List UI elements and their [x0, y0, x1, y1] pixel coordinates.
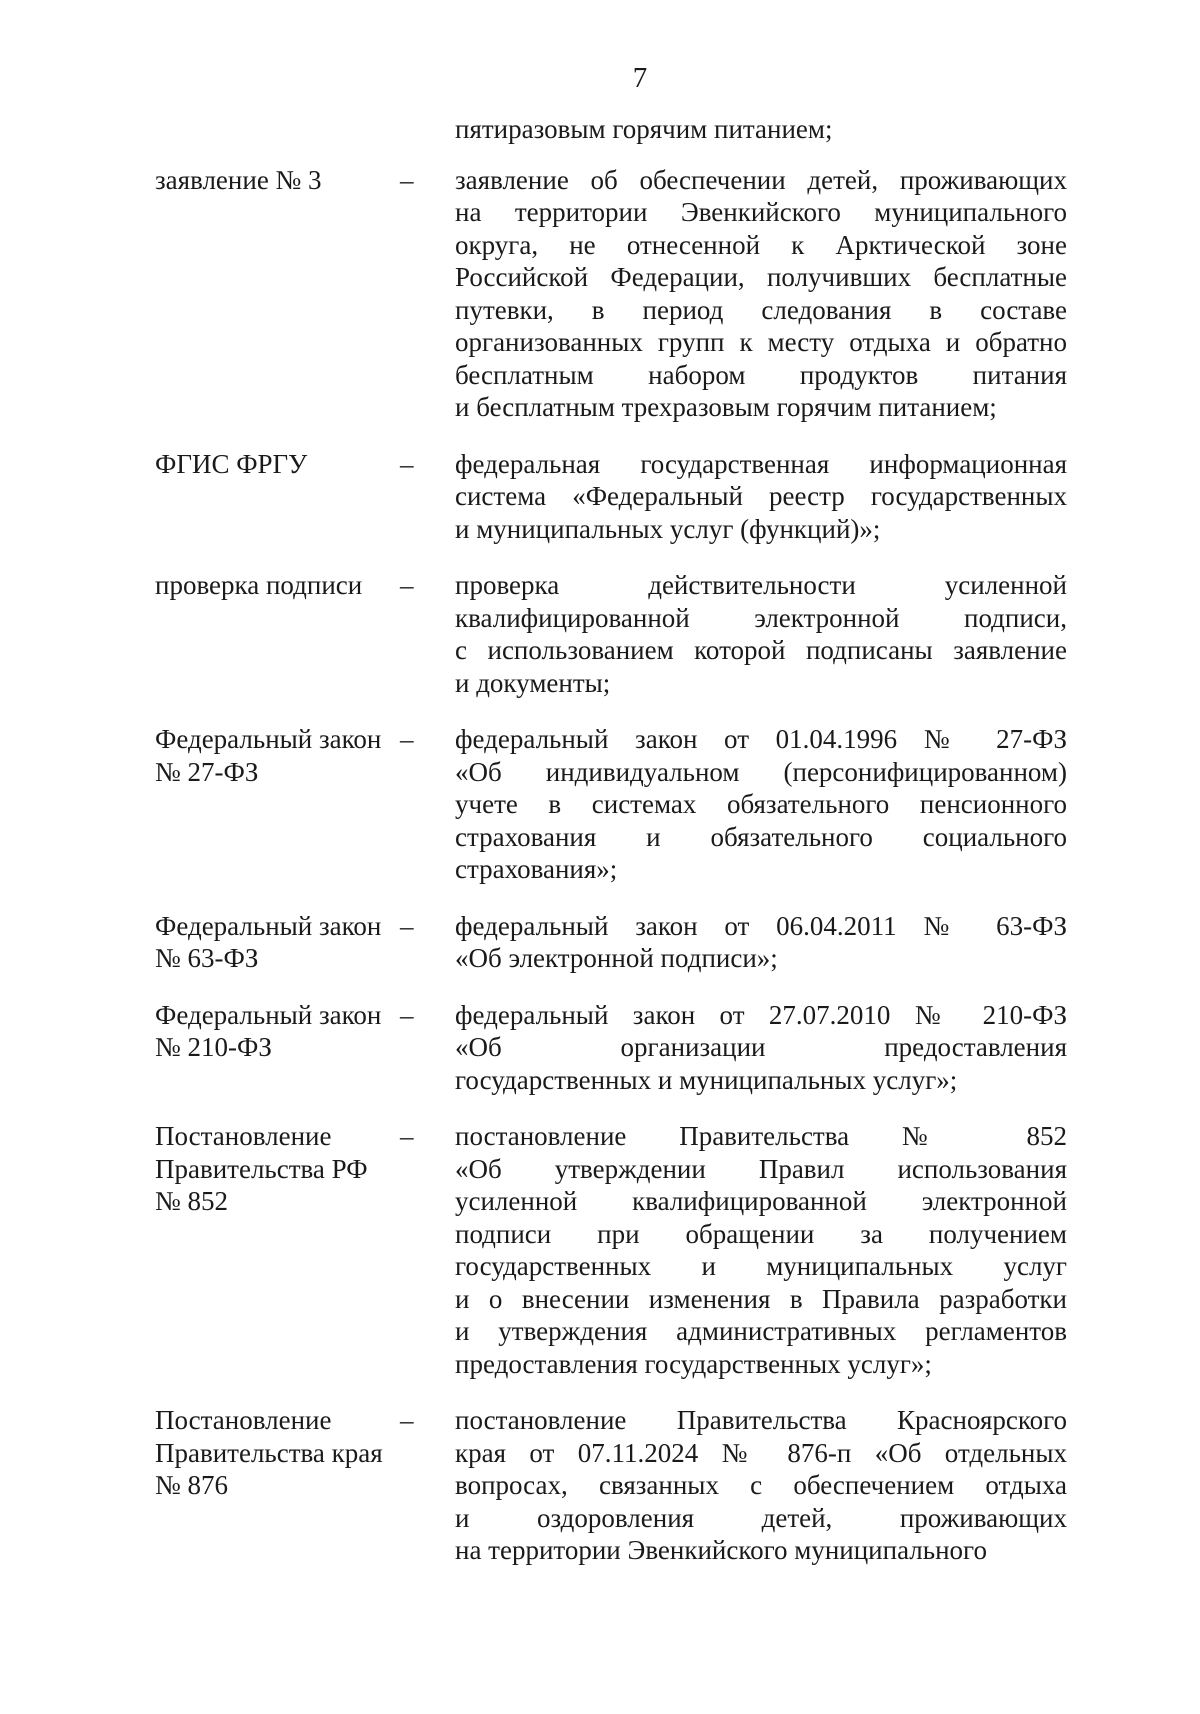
definition-line: подписи при обращении за получением — [455, 1218, 1067, 1249]
term-line: Правительства края — [155, 1437, 383, 1468]
definition-line: страхования»; — [455, 854, 618, 884]
term-entry — [155, 164, 1067, 424]
term-definition — [455, 723, 1067, 886]
continuation-text — [455, 113, 1067, 146]
term-entry — [155, 999, 1067, 1097]
dash-separator: – — [400, 1121, 414, 1151]
definition-line: пятиразовым горячим питанием; — [455, 114, 833, 144]
definition-line: постановление Правительства № 852 — [455, 1121, 1067, 1151]
definition-line: учете в системах обязательного пенсионного — [455, 789, 1067, 819]
definition-line: постановление Правительства Красноярского — [455, 1405, 1067, 1435]
dash-separator: – — [400, 724, 414, 754]
definition-line: организованных групп к месту отдыха и обратно — [455, 327, 1067, 357]
definition-line: «Об утверждении Правил использования — [455, 1153, 1067, 1184]
term-line: № 852 — [155, 1186, 229, 1216]
term-line: Правительства РФ — [155, 1153, 368, 1184]
term-label — [155, 569, 395, 602]
definition-line: заявление об обеспечении детей, проживающих — [455, 164, 1067, 195]
term-line: № 27-ФЗ — [155, 756, 259, 787]
term-line: № 876 — [155, 1470, 229, 1500]
definition-line: края от 07.11.2024 № 876-п «Об отдельных — [455, 1437, 1067, 1468]
entries-container — [155, 164, 1067, 1567]
term-line: Федеральный закон — [155, 910, 382, 941]
term-line: проверка подписи — [155, 570, 363, 600]
term-line: Постановление — [155, 1405, 332, 1435]
term-line: № 210-ФЗ — [155, 1032, 272, 1062]
term-line: Постановление — [155, 1121, 332, 1151]
definition-line: бесплатным набором продуктов питания — [455, 359, 1067, 390]
definition-line: и утверждения административных регламентов — [455, 1316, 1067, 1346]
definition-line: система «Федеральный реестр государственных — [455, 481, 1067, 511]
definition-line: проверка действительности усиленной — [455, 570, 1067, 600]
definition-line: на территории Эвенкийского муниципального — [455, 1535, 987, 1565]
definition-line: «Об организации предоставления — [455, 1032, 1067, 1062]
term-entry — [155, 910, 1067, 975]
term-definition — [455, 999, 1067, 1097]
definition-line: и документы; — [455, 667, 611, 698]
term-label — [155, 1120, 395, 1218]
definition-line: и муниципальных услуг (функций)»; — [455, 513, 881, 544]
definition-line: федеральный закон от 01.04.1996 № 27-ФЗ — [455, 724, 1067, 754]
entry-spacer — [155, 975, 1067, 999]
entry-spacer — [155, 1096, 1067, 1120]
definition-line: предоставления государственных услуг»; — [455, 1348, 932, 1379]
term-entry — [155, 1120, 1067, 1380]
term-definition — [455, 1404, 1067, 1567]
definition-line: округа, не отнесенной к Арктической зоне — [455, 229, 1067, 260]
term-definition — [455, 1120, 1067, 1380]
definition-line: государственных и муниципальных услуг»; — [455, 1064, 958, 1095]
term-line: заявление № 3 — [155, 164, 322, 195]
term-line: Федеральный закон — [155, 999, 382, 1030]
definition-line: и бесплатным трехразовым горячим питанием; — [455, 392, 997, 422]
definition-line: Российской Федерации, получивших бесплатные — [455, 262, 1067, 292]
term-label — [155, 164, 395, 197]
definition-line: государственных и муниципальных услуг — [455, 1251, 1067, 1281]
term-line: № 63-ФЗ — [155, 943, 259, 973]
terms-list — [155, 113, 1067, 1567]
definition-line: на территории Эвенкийского муниципального — [455, 197, 1067, 227]
entry-spacer — [155, 699, 1067, 723]
term-entry — [155, 448, 1067, 546]
definition-line: вопросах, связанных с обеспечением отдыха — [455, 1470, 1067, 1500]
definition-line: федеральная государственная информационная — [455, 448, 1067, 479]
term-label — [155, 910, 395, 975]
dash-separator: – — [400, 164, 414, 195]
definition-line: с использованием которой подписаны заявление — [455, 635, 1067, 665]
dash-separator: – — [400, 1405, 414, 1435]
definition-line: усиленной квалифицированной электронной — [455, 1186, 1067, 1216]
definition-line: страхования и обязательного социального — [455, 821, 1067, 852]
definition-line: федеральный закон от 27.07.2010 № 210-ФЗ — [455, 999, 1067, 1030]
term-definition — [455, 569, 1067, 699]
dash-separator: – — [400, 448, 414, 479]
definition-line: путевки, в период следования в составе — [455, 294, 1067, 325]
term-entry — [155, 723, 1067, 886]
definition-line: федеральный закон от 06.04.2011 № 63-ФЗ — [455, 910, 1067, 941]
entry-spacer — [155, 545, 1067, 569]
term-definition — [455, 164, 1067, 424]
dash-separator: – — [400, 999, 414, 1030]
term-label — [155, 448, 395, 481]
term-line: Федеральный закон — [155, 724, 382, 754]
term-label — [155, 723, 395, 788]
term-definition — [455, 448, 1067, 546]
dash-separator: – — [400, 570, 414, 600]
definition-line: квалифицированной электронной подписи, — [455, 602, 1067, 633]
definition-line: «Об индивидуальном (персонифицированном) — [455, 756, 1067, 787]
definition-line: и о внесении изменения в Правила разработки — [455, 1283, 1067, 1314]
term-definition — [455, 910, 1067, 975]
definition-line: «Об электронной подписи»; — [455, 943, 778, 973]
page-number: 7 — [632, 62, 648, 94]
entry-spacer — [155, 1380, 1067, 1404]
term-line: ФГИС ФРГУ — [155, 448, 308, 479]
entry-spacer — [155, 886, 1067, 910]
entry-spacer — [155, 424, 1067, 448]
dash-separator: – — [400, 910, 414, 941]
term-label — [155, 1404, 395, 1502]
continuation-paragraph — [155, 113, 1067, 146]
term-label — [155, 999, 395, 1064]
term-entry — [155, 1404, 1067, 1567]
term-entry — [155, 569, 1067, 699]
definition-line: и оздоровления детей, проживающих — [455, 1502, 1067, 1533]
